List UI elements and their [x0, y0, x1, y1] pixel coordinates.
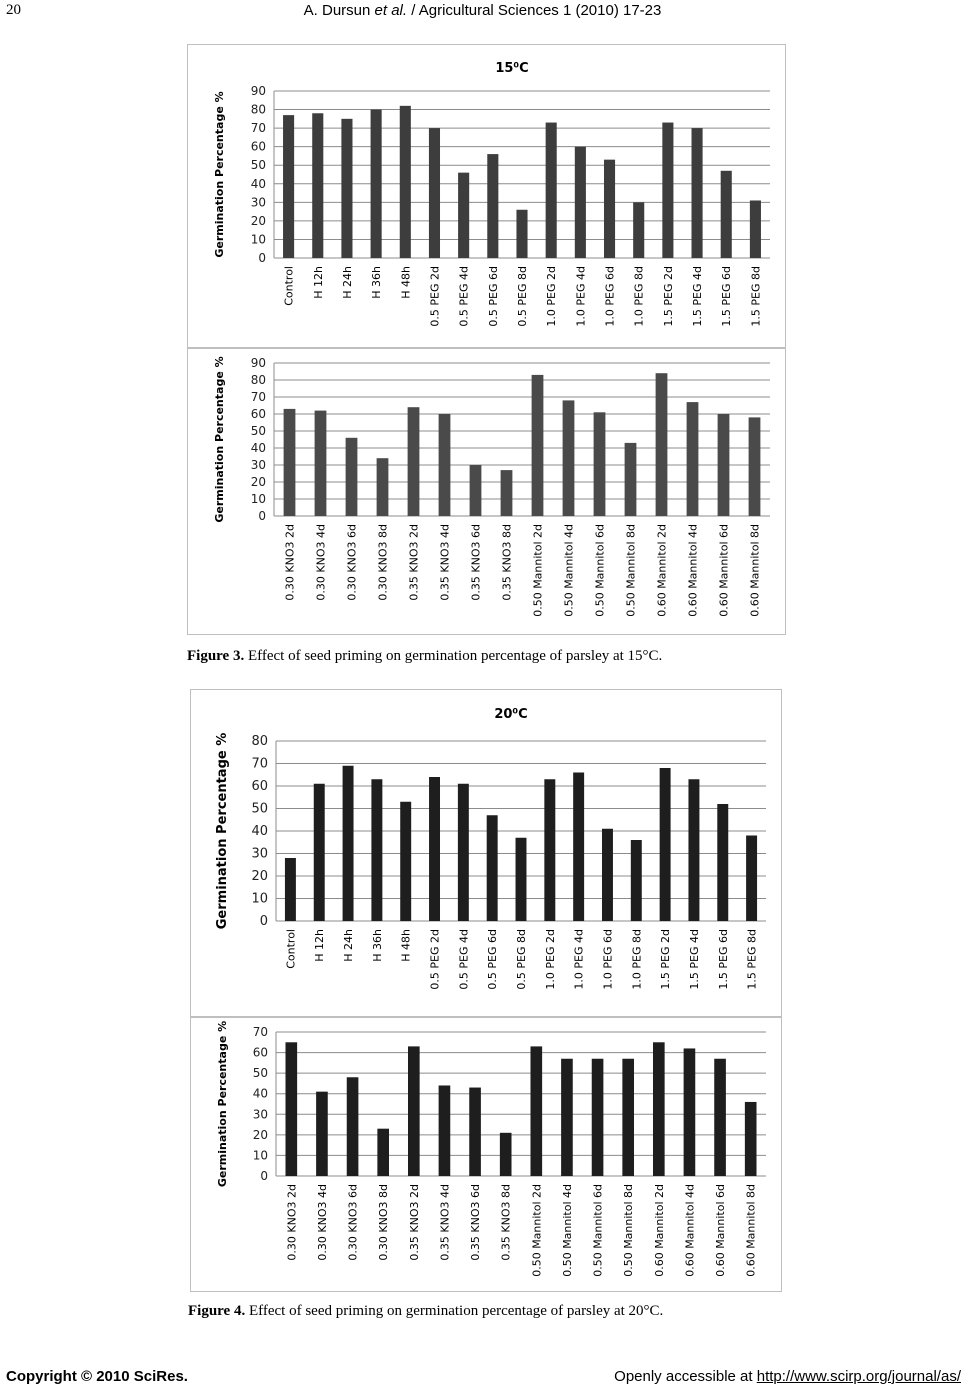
- footer-journal-link[interactable]: http://www.scirp.org/journal/as/: [756, 1368, 961, 1385]
- bar: [622, 1059, 634, 1176]
- x-tick-label: 0.35 KNO3 8d: [500, 524, 514, 601]
- bar: [371, 110, 382, 258]
- bar: [746, 836, 757, 922]
- x-tick-label: 0.5 PEG 6d: [486, 266, 500, 327]
- x-tick-label: 1.0 PEG 6d: [603, 266, 617, 327]
- bar: [563, 400, 575, 516]
- y-tick-label: 80: [251, 734, 268, 749]
- bar: [575, 147, 586, 258]
- y-tick-label: 60: [250, 139, 266, 154]
- y-tick-label: 20: [250, 475, 266, 489]
- y-tick-label: 40: [250, 441, 266, 455]
- x-tick-label: 1.5 PEG 6d: [720, 266, 734, 327]
- y-axis-label: Germination Percentage %: [213, 91, 226, 258]
- x-tick-label: 0.30 KNO3 2d: [283, 524, 297, 601]
- y-tick-label: 30: [251, 846, 268, 862]
- bar: [316, 1092, 328, 1176]
- y-tick-label: 10: [252, 1148, 268, 1163]
- bar: [687, 402, 699, 516]
- x-tick-label: 0.50 Mannitol 6d: [591, 1184, 605, 1277]
- x-tick-label: H 12h: [311, 266, 325, 299]
- bar: [692, 128, 703, 258]
- x-tick-label: 0.60 Mannitol 2d: [652, 1184, 666, 1277]
- bar: [530, 1046, 542, 1176]
- y-tick-label: 40: [252, 1086, 268, 1101]
- figure4-caption-label: Figure 4.: [188, 1303, 246, 1319]
- x-tick-label: 0.60 Mannitol 4d: [686, 524, 700, 617]
- y-tick-label: 40: [250, 176, 266, 191]
- x-tick-label: 0.50 Mannitol 2d: [531, 524, 545, 617]
- y-tick-label: 50: [252, 1066, 268, 1081]
- x-tick-label: 0.50 Mannitol 2d: [530, 1184, 544, 1277]
- x-tick-label: 1.5 PEG 2d: [661, 265, 675, 327]
- bar: [633, 202, 644, 258]
- x-tick-label: 1.5 PEG 8d: [745, 929, 759, 990]
- bar: [718, 414, 730, 516]
- x-tick-label: 0.5 PEG 4d: [457, 929, 471, 990]
- x-tick-label: H 12h: [313, 929, 327, 962]
- bar: [604, 160, 615, 258]
- bar: [285, 1042, 297, 1176]
- x-tick-label: 0.5 PEG 2d: [428, 266, 442, 327]
- bar: [749, 417, 761, 516]
- bar: [717, 804, 728, 921]
- y-tick-label: 20: [251, 869, 268, 884]
- bar: [546, 123, 557, 258]
- x-tick-label: 1.0 PEG 8d: [632, 266, 646, 327]
- bar: [439, 414, 451, 516]
- figure4-chart-bottom: [190, 1017, 782, 1292]
- x-tick-label: 0.35 KNO3 2d: [407, 1184, 421, 1261]
- bar: [283, 115, 294, 258]
- figure3-chart-top: [187, 44, 786, 348]
- bar: [594, 412, 606, 516]
- bar: [439, 1085, 451, 1176]
- x-tick-label: 0.5 PEG 2d: [428, 929, 442, 990]
- chart-title: 15⁰C: [495, 61, 529, 76]
- bar: [408, 1046, 420, 1176]
- x-tick-label: 1.5 PEG 6d: [716, 929, 730, 990]
- figure4-bottom-svg: [191, 1018, 781, 1291]
- x-tick-label: 0.30 KNO3 6d: [346, 1184, 360, 1261]
- bar: [631, 840, 642, 921]
- bar: [662, 123, 673, 258]
- x-tick-label: 1.0 PEG 8d: [630, 929, 644, 990]
- x-tick-label: 1.0 PEG 2d: [545, 266, 559, 327]
- x-tick-label: 0.30 KNO3 4d: [315, 1184, 329, 1261]
- y-tick-label: 70: [252, 1025, 268, 1039]
- bar: [487, 154, 498, 258]
- header-journal-name: / Agricultural Sciences 1 (2010) 17-23: [407, 2, 662, 19]
- x-tick-label: 0.50 Mannitol 6d: [593, 524, 607, 617]
- bar: [429, 128, 440, 258]
- bar: [343, 766, 354, 921]
- x-tick-label: H 24h: [342, 929, 356, 962]
- bar: [721, 171, 732, 258]
- x-tick-label: 0.5 PEG 8d: [516, 266, 529, 327]
- y-tick-label: 70: [250, 121, 266, 136]
- bar: [602, 829, 613, 921]
- bar: [745, 1102, 757, 1176]
- chart-title: 20⁰C: [494, 707, 528, 722]
- bar: [500, 1133, 512, 1176]
- x-tick-label: 0.50 Mannitol 8d: [622, 1184, 636, 1277]
- figure4-chart-top: [190, 689, 782, 1017]
- x-tick-label: H 24h: [340, 266, 354, 299]
- x-tick-label: H 36h: [370, 929, 384, 962]
- y-axis-label: Germination Percentage %: [216, 1020, 229, 1188]
- figure3-bottom-svg: [188, 349, 785, 634]
- bar: [458, 173, 469, 258]
- figure3-caption-text: Effect of seed priming on germination percentage of parsley at 15°C.: [244, 648, 663, 664]
- x-tick-label: H 36h: [370, 266, 384, 299]
- y-tick-label: 10: [251, 891, 268, 907]
- bar: [377, 458, 389, 516]
- x-tick-label: 1.0 PEG 2d: [543, 929, 557, 990]
- x-tick-label: 0.60 Mannitol 4d: [683, 1184, 697, 1277]
- header-authors: A. Dursun: [303, 2, 375, 19]
- bar: [573, 773, 584, 922]
- footer-access-prefix: Openly accessible at: [614, 1368, 757, 1385]
- y-tick-label: 10: [250, 232, 266, 247]
- bar: [501, 470, 513, 516]
- y-axis-label: Germination Percentage %: [215, 732, 230, 930]
- bar: [314, 784, 325, 921]
- bar: [469, 1088, 481, 1176]
- x-tick-label: 0.50 Mannitol 4d: [560, 1184, 574, 1277]
- figure3-top-svg: [188, 45, 785, 347]
- bar: [592, 1059, 604, 1176]
- x-tick-label: 0.5 PEG 6d: [486, 929, 500, 990]
- x-tick-label: 0.5 PEG 4d: [457, 266, 471, 327]
- bar: [458, 784, 469, 921]
- x-tick-label: 0.35 KNO3 4d: [438, 1184, 452, 1261]
- figure3-caption: [187, 648, 662, 665]
- figure4-caption-text: Effect of seed priming on germination percentage of parsley at 20°C.: [245, 1303, 664, 1319]
- x-tick-label: 0.5 PEG 8d: [515, 929, 528, 990]
- y-tick-label: 30: [252, 1107, 268, 1122]
- y-tick-label: 80: [250, 102, 266, 117]
- x-tick-label: 0.30 KNO3 8d: [377, 1184, 391, 1261]
- x-tick-label: 1.5 PEG 4d: [691, 266, 705, 327]
- x-tick-label: 0.35 KNO3 4d: [438, 524, 452, 601]
- bar: [347, 1077, 359, 1176]
- x-tick-label: 1.0 PEG 4d: [572, 929, 586, 990]
- y-tick-label: 0: [260, 1169, 268, 1183]
- bar: [544, 779, 555, 921]
- x-tick-label: 0.60 Mannitol 8d: [744, 1184, 758, 1277]
- bar: [532, 375, 544, 516]
- bar: [284, 409, 296, 516]
- y-tick-label: 20: [252, 1127, 268, 1142]
- x-tick-label: 1.0 PEG 4d: [574, 266, 588, 327]
- bar: [371, 779, 382, 921]
- bar: [470, 465, 482, 516]
- x-tick-label: Control: [282, 266, 296, 306]
- x-tick-label: 0.35 KNO3 8d: [499, 1184, 513, 1261]
- y-tick-label: 10: [250, 492, 266, 506]
- y-tick-label: 0: [258, 251, 266, 265]
- x-tick-label: H 48h: [399, 929, 413, 962]
- x-tick-label: 1.5 PEG 8d: [749, 266, 763, 327]
- bar: [285, 858, 296, 921]
- y-axis-label: Germination Percentage %: [213, 356, 226, 523]
- figure3-chart-bottom: [187, 348, 786, 635]
- bar: [653, 1042, 665, 1176]
- bar: [315, 411, 327, 516]
- bar: [656, 373, 668, 516]
- bar: [688, 779, 699, 921]
- y-tick-label: 30: [250, 458, 266, 472]
- x-tick-label: 0.30 KNO3 4d: [314, 524, 328, 601]
- y-tick-label: 30: [250, 195, 266, 210]
- bar: [341, 119, 352, 258]
- y-tick-label: 70: [250, 390, 266, 404]
- x-tick-label: 0.60 Mannitol 8d: [748, 524, 762, 617]
- x-tick-label: 0.50 Mannitol 4d: [562, 524, 576, 617]
- x-tick-label: 0.60 Mannitol 6d: [714, 1184, 728, 1277]
- figure4-caption: [188, 1303, 663, 1320]
- x-tick-label: Control: [284, 929, 298, 969]
- y-tick-label: 0: [258, 509, 266, 523]
- y-tick-label: 50: [251, 801, 268, 817]
- bar: [561, 1059, 573, 1176]
- x-tick-label: 0.35 KNO3 6d: [469, 1184, 483, 1261]
- bar: [346, 438, 358, 516]
- x-tick-label: 1.5 PEG 2d: [659, 929, 673, 990]
- x-tick-label: 1.0 PEG 6d: [601, 929, 615, 990]
- bar: [684, 1048, 696, 1176]
- y-tick-label: 90: [250, 84, 266, 98]
- x-tick-label: 0.60 Mannitol 2d: [655, 524, 669, 617]
- y-tick-label: 40: [251, 824, 268, 839]
- bar: [660, 768, 671, 921]
- y-tick-label: 80: [250, 373, 266, 387]
- page-number: 20: [6, 2, 21, 18]
- bar: [516, 210, 527, 258]
- x-tick-label: 0.50 Mannitol 8d: [624, 524, 638, 617]
- x-tick-label: 0.35 KNO3 6d: [469, 524, 483, 601]
- x-tick-label: 0.60 Mannitol 6d: [717, 524, 731, 617]
- y-tick-label: 50: [250, 424, 266, 438]
- figure3-caption-label: Figure 3.: [187, 648, 245, 664]
- y-tick-label: 50: [250, 158, 266, 173]
- bar: [312, 113, 323, 258]
- y-tick-label: 90: [250, 356, 266, 370]
- x-tick-label: 0.35 KNO3 2d: [407, 524, 421, 601]
- bar: [377, 1129, 389, 1176]
- bar: [750, 200, 761, 258]
- x-tick-label: 1.5 PEG 4d: [687, 929, 701, 990]
- y-tick-label: 20: [250, 213, 266, 228]
- bar: [516, 838, 527, 921]
- x-tick-label: 0.30 KNO3 2d: [285, 1184, 299, 1261]
- footer-copyright: Copyright © 2010 SciRes.: [6, 1368, 188, 1385]
- bar: [408, 407, 420, 516]
- x-tick-label: 0.30 KNO3 8d: [376, 524, 390, 601]
- bar: [400, 802, 411, 921]
- bar: [714, 1059, 726, 1176]
- y-tick-label: 60: [252, 1045, 268, 1060]
- figure4-top-svg: [191, 690, 781, 1016]
- bar: [487, 815, 498, 921]
- footer-access: [614, 1368, 961, 1385]
- y-tick-label: 60: [250, 407, 266, 421]
- x-tick-label: H 48h: [399, 266, 413, 299]
- y-tick-label: 70: [251, 756, 268, 772]
- bar: [400, 106, 411, 258]
- bar: [429, 777, 440, 921]
- running-header: [0, 2, 965, 19]
- y-tick-label: 60: [251, 779, 268, 794]
- y-tick-label: 0: [259, 914, 268, 929]
- bar: [625, 443, 637, 516]
- header-etal: et al.: [374, 2, 408, 19]
- x-tick-label: 0.30 KNO3 6d: [345, 524, 359, 601]
